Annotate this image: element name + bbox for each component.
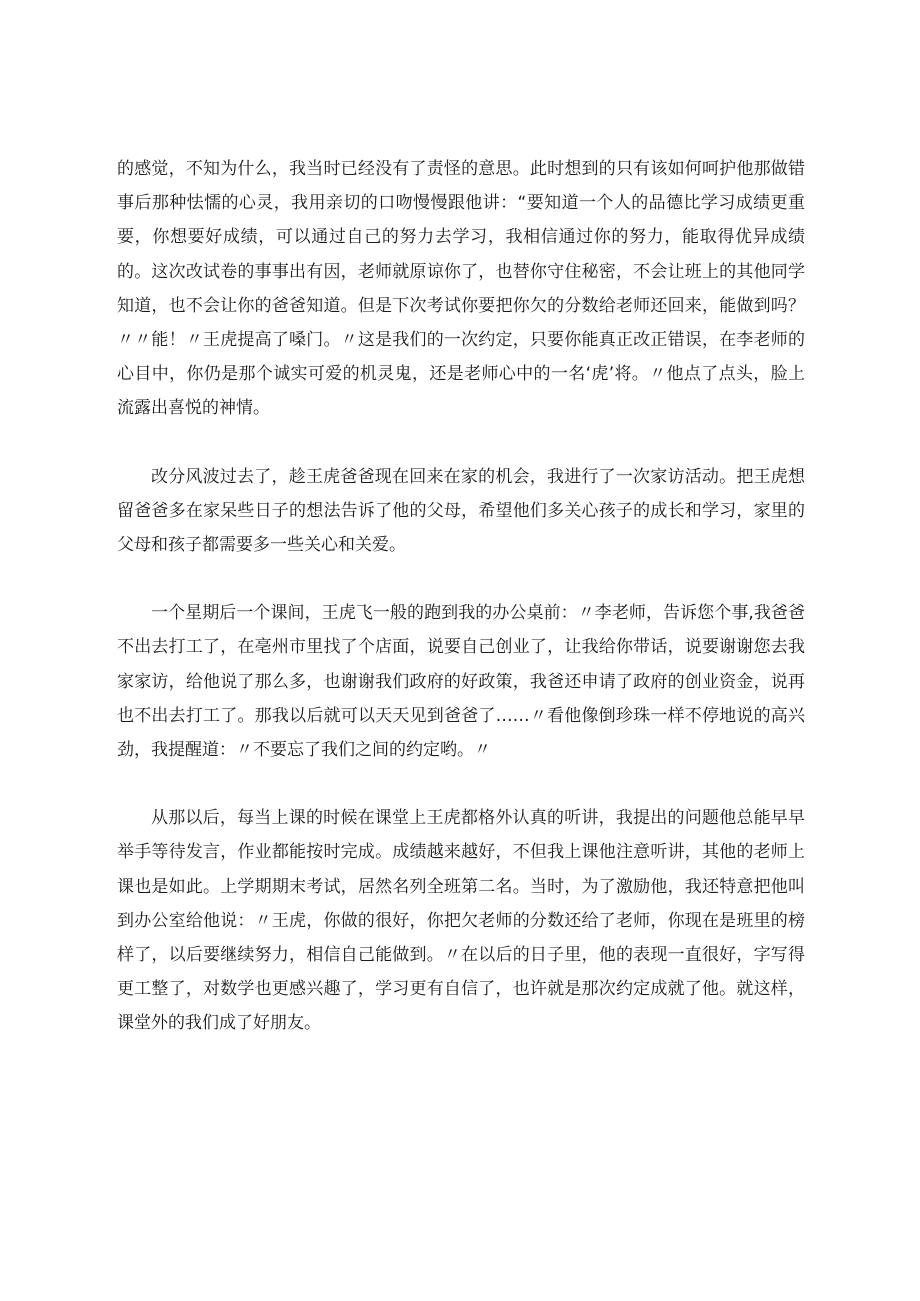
paragraph-home-visit: 改分风波过去了，趁王虎爸爸现在回来在家的机会，我进行了一次家访活动。把王虎想留爸爸多在家呆些日子的想法告诉了他的父母，希望他们多关心孩子的成长和学习，家里的父母和孩子都需要多一些关心和关爱。	[117, 466, 805, 556]
document-body	[117, 152, 805, 1041]
paragraph-outcome: 从那以后，每当上课的时候在课堂上王虎都格外认真的听讲，我提出的问题他总能早早举手等待发言，作业都能按时完成。成绩越来越好，不但我上课他注意听讲，其他的老师上课也是如此。上学期期末考试，居然名列全班第二名。当时，为了激励他，我还特意把他叫到办公室给他说：〃王虎，你做的很好，你把欠老师的分数还给了老师，你现在是班里的榜样了，以后要继续努力，相信自己能做到。〃在以后的日子里，他的表现一直很好，字写得更工整了，对数学也更感兴趣了，学习更有自信了，也许就是那次约定成就了他。就这样，课堂外的我们成了好朋友。	[117, 808, 805, 1034]
paragraph-office-visit: 一个星期后一个课间，王虎飞一般的跑到我的办公桌前：〃李老师，告诉您个事,我爸爸不出去打工了，在亳州市里找了个店面，说要自己创业了，让我给你带话，说要谢谢您去我家家访，给他说了那么多，也谢谢我们政府的好政策，我爸还申请了政府的创业资金，说再也不出去打工了。那我以后就可以天天见到爸爸了……〃看他像倒珍珠一样不停地说的高兴劲，我提醒道：〃不要忘了我们之间的约定哟。〃	[117, 603, 805, 761]
paragraph-continued: 的感觉，不知为什么，我当时已经没有了责怪的意思。此时想到的只有该如何呵护他那做错事后那种怯懦的心灵，我用亲切的口吻慢慢跟他讲：“要知道一个人的品德比学习成绩更重要，你想要好成绩，可以通过自己的努力去学习，我相信通过你的努力，能取得优异成绩的。这次改试卷的事事出有因，老师就原谅你了，也替你守住秘密，不会让班上的其他同学知道，也不会让你的爸爸知道。但是下次考试你要把你欠的分数给老师还回来，能做到吗？〃〃能！〃王虎提高了嗓门。〃这是我们的一次约定，只要你能真正改正错误，在李老师的心目中，你仍是那个诚实可爱的机灵鬼，还是老师心中的一名‘虎’将。〃他点了点头，脸上流露出喜悦的神情。	[117, 159, 805, 419]
